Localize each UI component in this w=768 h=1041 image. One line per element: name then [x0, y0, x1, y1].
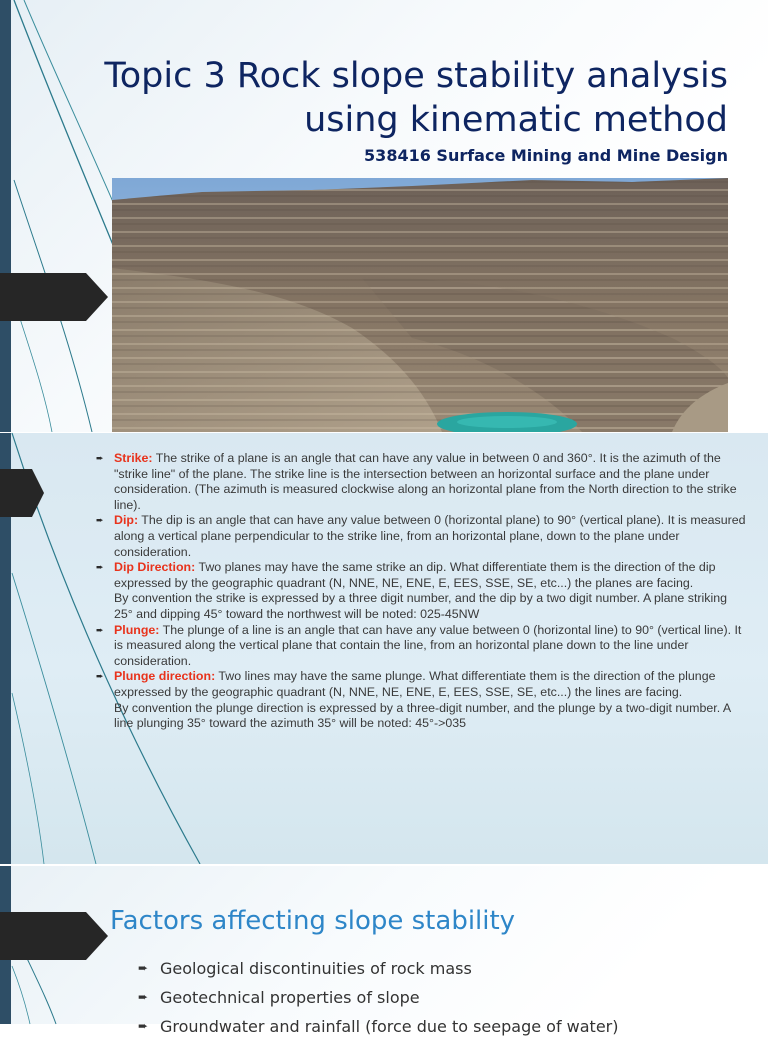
term-convention-note: By convention the plunge direction is expressed by a three-digit number, and the plunge by a two-digit number. A line plunging 35° toward the azimuth 35° will be noted: 45°->035	[114, 700, 731, 731]
term-label: Dip:	[114, 513, 139, 528]
list-item	[138, 983, 619, 1012]
arrow-bullet-icon: ➨	[96, 671, 104, 682]
term-convention-note: By convention the strike is expressed by a three digit number, and the dip by a two digit number. A plane striking 25° and dipping 45° toward the northwest will be noted: 025-45NW	[114, 591, 728, 621]
definition-list	[96, 451, 748, 732]
slide-subtitle: 538416 Surface Mining and Mine Design	[364, 146, 728, 165]
arrow-bullet-icon: ➨	[96, 562, 104, 573]
term-label: Strike:	[114, 451, 153, 465]
list-item	[96, 623, 748, 670]
term-definition: The plunge of a line is an angle that can have any value between 0 (horizontal line) to 90° (vertical line). It is measured along the vertical plane that contain the line, from an horizontal plane down to the line under consideration.	[114, 622, 742, 668]
arrow-bullet-icon: ➨	[138, 961, 149, 975]
list-item	[96, 560, 748, 622]
term-definition: The strike of a plane is an angle that can have any value in between 0 and 360°. It is the azimuth of the "strike line" of the plane. The strike line is the intersection between an horizontal surface and the plane under consideration. (The azimuth is measured clockwise along an horizontal plane from the North direction to the strike line).	[114, 451, 737, 512]
list-item	[96, 513, 748, 560]
factor-text: Groundwater and rainfall (force due to seepage of water)	[160, 1017, 619, 1036]
list-item	[96, 451, 748, 513]
left-accent-bar	[0, 0, 11, 432]
term-definition: The dip is an angle that can have any value between 0 (horizontal plane) to 90° (vertical plane). It is measured along a vertical plane perpendicular to the strike line, from an horizontal plane, down to the plane under consideration.	[114, 513, 746, 559]
section-heading: Factors affecting slope stability	[110, 906, 516, 936]
slide-factors	[0, 866, 768, 1036]
arrow-bullet-icon: ➨	[138, 1019, 149, 1033]
arrow-bullet-icon: ➨	[96, 624, 104, 635]
slide-definitions	[0, 433, 768, 864]
term-label: Plunge:	[114, 622, 160, 637]
list-item	[138, 954, 619, 983]
factor-list	[138, 954, 619, 1041]
slide-tab-marker	[0, 273, 108, 321]
arrow-bullet-icon: ➨	[96, 515, 104, 526]
open-pit-mine-photo	[112, 178, 728, 432]
list-item	[138, 1012, 619, 1041]
slide-tab-marker	[0, 912, 108, 960]
slide-title	[0, 0, 768, 432]
arrow-bullet-icon: ➨	[96, 453, 104, 463]
factor-text: Geotechnical properties of slope	[160, 988, 420, 1007]
slide-title-text: Topic 3 Rock slope stability analysis using kinematic method	[104, 56, 728, 140]
arrow-bullet-icon: ➨	[138, 990, 149, 1004]
term-label: Dip Direction:	[114, 560, 196, 575]
term-definition: Two lines may have the same plunge. What differentiate them is the direction of the plunge expressed by the geographic quadrant (N, NNE, NE, ENE, E, EES, SSE, SE, etc...) the lines are facing.	[114, 669, 716, 699]
list-item	[96, 669, 748, 731]
term-label: Plunge direction:	[114, 669, 216, 684]
term-definition: Two planes may have the same strike an dip. What differentiate them is the direction of the dip expressed by the geographic quadrant (N, NNE, NE, ENE, E, EES, SSE, SE, etc...) the planes are facing.	[114, 560, 716, 590]
factor-text: Geological discontinuities of rock mass	[160, 959, 472, 978]
